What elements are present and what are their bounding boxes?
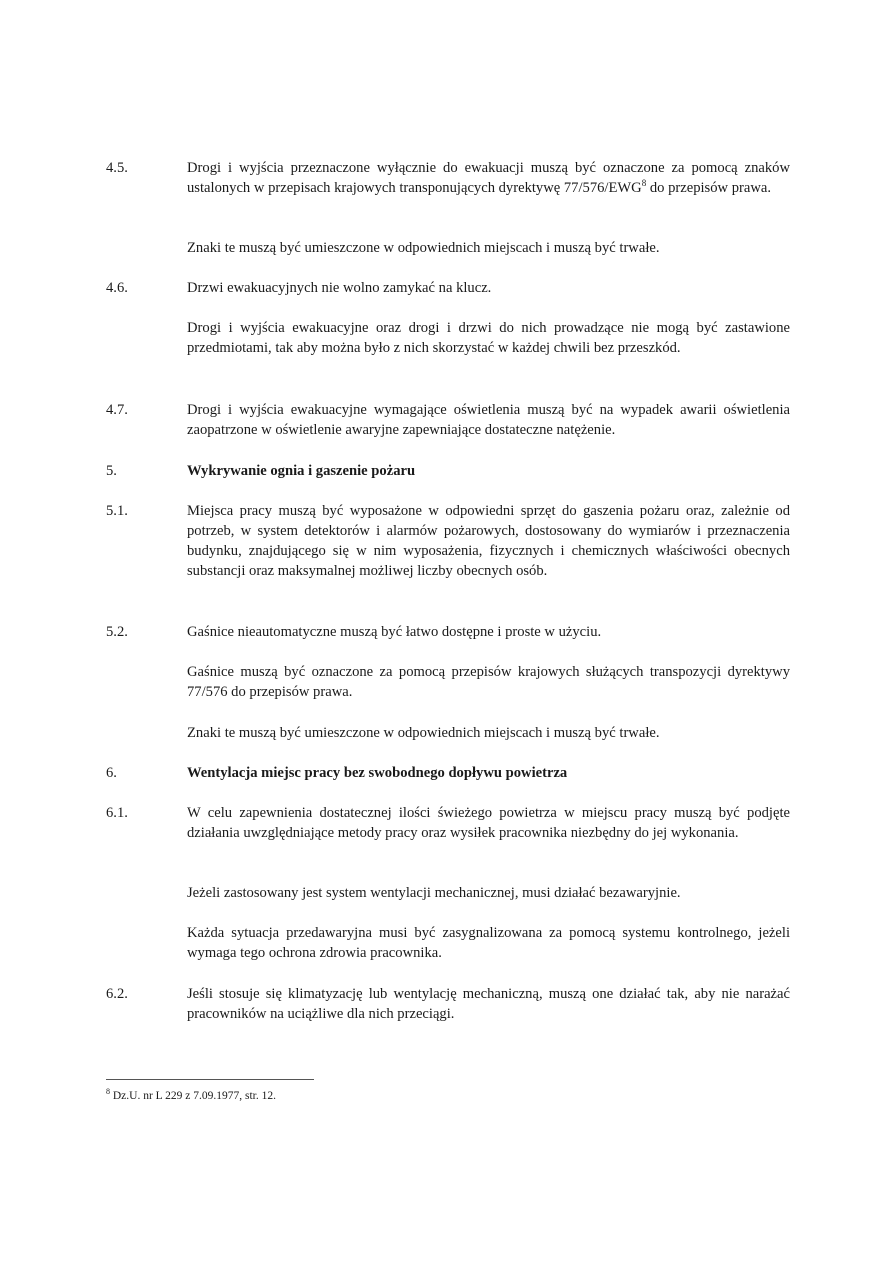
paragraph: Drogi i wyjścia ewakuacyjne oraz drogi i drzwi do nich prowadzące nie mogą być zastawione przedmiotami, tak aby można było z nich skorzystać w każdej chwili bez przeszkód.	[187, 320, 790, 356]
footnote	[106, 1089, 276, 1103]
section-number: 4.6.	[106, 280, 128, 296]
footnote-separator	[106, 1079, 314, 1080]
paragraph: Gaśnice muszą być oznaczone za pomocą przepisów krajowych służących transpozycji dyrektywy 77/576 do przepisów prawa.	[187, 664, 790, 700]
section-heading: Wykrywanie ognia i gaszenie pożaru	[187, 463, 416, 479]
section-number: 5.2.	[106, 624, 128, 640]
paragraph	[187, 158, 790, 198]
section-number: 5.1.	[106, 503, 128, 519]
paragraph: Gaśnice nieautomatyczne muszą być łatwo dostępne i proste w użyciu.	[187, 624, 602, 640]
section-number: 6.2.	[106, 986, 128, 1002]
section-number: 4.5.	[106, 160, 128, 176]
paragraph: Jeżeli zastosowany jest system wentylacji mechanicznej, musi działać bezawaryjnie.	[187, 885, 681, 901]
section-number: 6.	[106, 765, 117, 781]
section-number: 6.1.	[106, 805, 128, 821]
footnote-text: Dz.U. nr L 229 z 7.09.1977, str. 12.	[110, 1090, 276, 1102]
footnote-reference: 8	[641, 178, 647, 188]
section-number: 5.	[106, 463, 117, 479]
paragraph: Drzwi ewakuacyjnych nie wolno zamykać na klucz.	[187, 280, 492, 296]
paragraph: Znaki te muszą być umieszczone w odpowiednich miejscach i muszą być trwałe.	[187, 725, 660, 741]
paragraph: Znaki te muszą być umieszczone w odpowiednich miejscach i muszą być trwałe.	[187, 240, 660, 256]
paragraph-text: do przepisów prawa.	[646, 180, 772, 196]
paragraph: Jeśli stosuje się klimatyzację lub wentylację mechaniczną, muszą one działać tak, aby nie narażać pracowników na uciążliwe dla nich przeciągi.	[187, 986, 790, 1022]
section-number: 4.7.	[106, 402, 128, 418]
paragraph-text: Drogi i wyjścia przeznaczone wyłącznie do ewakuacji muszą być oznaczone za pomocą znaków ustalonych w przepisach krajowych transponujących dyrektywę 77/576/EWG	[187, 160, 790, 196]
paragraph: Drogi i wyjścia ewakuacyjne wymagające oświetlenia muszą być na wypadek awarii oświetlenia zaopatrzone w oświetlenie awaryjne zapewniające dostateczne natężenie.	[187, 402, 790, 438]
footnote-marker: 8	[106, 1087, 110, 1096]
paragraph: Każda sytuacja przedawaryjna musi być zasygnalizowana za pomocą systemu kontrolnego, jeżeli wymaga tego ochrona zdrowia pracownika.	[187, 925, 790, 961]
paragraph: Miejsca pracy muszą być wyposażone w odpowiedni sprzęt do gaszenia pożaru oraz, zależnie od potrzeb, w system detektorów i alarmów pożarowych, dostosowany do wymiarów i przeznaczenia budynku, znajdującego się w nim wyposażenia, fizycznych i chemicznych właściwości obecnych substancji oraz maksymalnej możliwej liczby obecnych osób.	[187, 503, 790, 579]
section-heading: Wentylacja miejsc pracy bez swobodnego dopływu powietrza	[187, 765, 568, 781]
paragraph: W celu zapewnienia dostatecznej ilości świeżego powietrza w miejscu pracy muszą być podjęte działania uwzględniające metody pracy oraz wysiłek pracownika niezbędny do jej wykonania.	[187, 805, 790, 841]
